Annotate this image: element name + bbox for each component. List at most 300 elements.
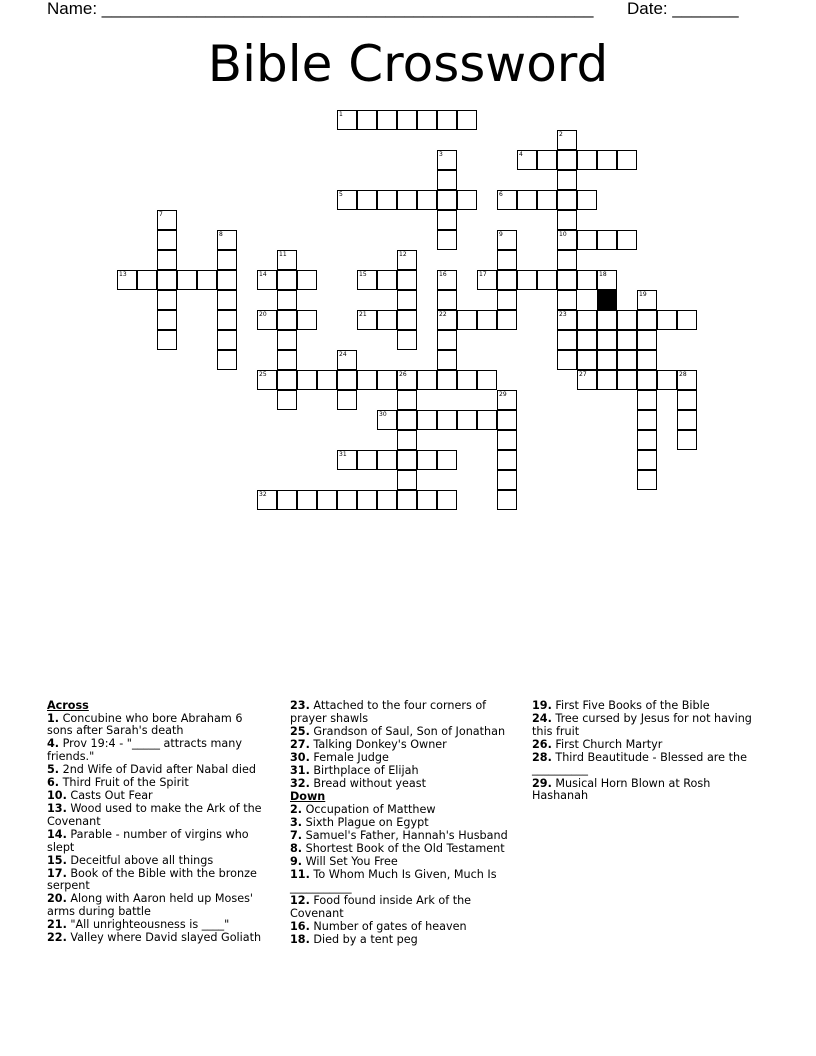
clue-number: 11	[279, 251, 287, 258]
crossword-cell[interactable]	[137, 270, 157, 290]
crossword-cell[interactable]	[497, 230, 517, 250]
crossword-cell[interactable]	[337, 450, 357, 470]
crossword-cell[interactable]	[357, 490, 377, 510]
crossword-cell[interactable]	[557, 330, 577, 350]
clue-item-text: Tree cursed by Jesus for not having this fruit	[532, 712, 752, 738]
clue-number: 32	[259, 491, 267, 498]
crossword-cell[interactable]	[537, 190, 557, 210]
crossword-cell[interactable]	[357, 310, 377, 330]
clue-item-number: 19.	[532, 699, 552, 712]
crossword-cell[interactable]	[317, 370, 337, 390]
crossword-cell[interactable]	[617, 230, 637, 250]
crossword-cell[interactable]	[677, 370, 697, 390]
crossword-cell[interactable]	[617, 150, 637, 170]
crossword-cell[interactable]	[497, 470, 517, 490]
crossword-cell[interactable]	[437, 410, 457, 430]
crossword-cell[interactable]	[677, 410, 697, 430]
clue-item	[290, 700, 515, 725]
crossword-cell[interactable]	[617, 370, 637, 390]
clue-item-text: Third Fruit of the Spirit	[59, 776, 189, 790]
clue-item	[47, 738, 269, 763]
clue-item	[47, 893, 269, 918]
clue-item-text: Shortest Book of the Old Testament	[302, 842, 505, 856]
clue-number: 4	[519, 151, 523, 158]
clue-item-number: 4.	[47, 737, 60, 751]
clue-number: 14	[259, 271, 267, 278]
crossword-cell[interactable]	[417, 490, 437, 510]
clue-item	[47, 829, 269, 854]
clue-item-text: Casts Out Fear	[66, 789, 153, 803]
clue-item-number: 22.	[47, 931, 67, 945]
crossword-cell[interactable]	[337, 490, 357, 510]
crossword-cell[interactable]	[617, 350, 637, 370]
crossword-cell[interactable]	[117, 270, 137, 290]
crossword-cell[interactable]	[597, 350, 617, 370]
crossword-cell[interactable]	[497, 310, 517, 330]
clue-item-text: Book of the Bible with the bronze serpent	[47, 866, 257, 893]
crossword-cell[interactable]	[377, 110, 397, 130]
crossword-cell[interactable]	[297, 270, 317, 290]
crossword-cell[interactable]	[437, 210, 457, 230]
clue-item	[532, 739, 764, 752]
crossword-cell[interactable]	[397, 390, 417, 410]
clue-number: 20	[259, 311, 267, 318]
crossword-cell[interactable]	[157, 330, 177, 350]
clue-number: 7	[159, 211, 163, 218]
crossword-cell[interactable]	[577, 350, 597, 370]
clue-item-text: Attached to the four corners of prayer shawls	[290, 699, 487, 725]
crossword-cell[interactable]	[337, 190, 357, 210]
clue-item-number: 6.	[47, 776, 60, 790]
clue-item-number: 23.	[290, 699, 310, 712]
crossword-cell[interactable]	[557, 210, 577, 230]
crossword-cell[interactable]	[217, 310, 237, 330]
crossword-cell[interactable]	[557, 350, 577, 370]
crossword-cell[interactable]	[437, 290, 457, 310]
clue-number: 3	[439, 151, 443, 158]
clue-item-number: 32.	[290, 777, 310, 791]
crossword-cell[interactable]	[197, 270, 217, 290]
clue-item-text: Died by a tent peg	[309, 932, 418, 946]
crossword-cell[interactable]	[557, 150, 577, 170]
down-heading: Down	[290, 790, 326, 804]
clue-item	[290, 765, 515, 778]
clue-item	[47, 803, 269, 828]
crossword-cell[interactable]	[377, 190, 397, 210]
crossword-cell[interactable]	[357, 190, 377, 210]
clue-number: 19	[639, 291, 647, 298]
crossword-cell[interactable]	[577, 310, 597, 330]
clue-item	[532, 778, 764, 803]
clue-number: 9	[499, 231, 503, 238]
clue-item-number: 11.	[290, 868, 310, 882]
crossword-cell[interactable]	[497, 270, 517, 290]
crossword-cell[interactable]	[477, 310, 497, 330]
clue-number: 13	[119, 271, 127, 278]
clue-item	[47, 932, 269, 945]
clue-item-number: 20.	[47, 892, 67, 906]
clue-item-text: Concubine who bore Abraham 6 sons after Sarah's death	[47, 711, 243, 738]
clues-column-3	[532, 700, 764, 803]
crossword-cell[interactable]	[457, 110, 477, 130]
clue-item-number: 31.	[290, 763, 310, 777]
crossword-cell[interactable]	[297, 490, 317, 510]
crossword-cell[interactable]	[217, 330, 237, 350]
clue-item-text: Deceitful above all things	[66, 853, 214, 867]
crossword-cell[interactable]	[437, 490, 457, 510]
crossword-cell[interactable]	[677, 430, 697, 450]
crossword-cell[interactable]	[437, 330, 457, 350]
crossword-cell[interactable]	[377, 490, 397, 510]
crossword-cell[interactable]	[157, 230, 177, 250]
crossword-cell[interactable]	[597, 150, 617, 170]
crossword-cell[interactable]	[277, 250, 297, 270]
clue-number: 24	[339, 351, 347, 358]
crossword-cell[interactable]	[357, 270, 377, 290]
clue-item-number: 12.	[290, 893, 310, 907]
clue-item-text: Samuel's Father, Hannah's Husband	[302, 828, 508, 842]
clue-item-number: 1.	[47, 711, 60, 725]
clue-number: 31	[339, 451, 347, 458]
crossword-cell[interactable]	[537, 150, 557, 170]
clue-item-number: 25.	[290, 724, 310, 738]
crossword-cell[interactable]	[397, 330, 417, 350]
crossword-cell[interactable]	[637, 450, 657, 470]
crossword-cell[interactable]	[497, 290, 517, 310]
crossword-cell[interactable]	[357, 450, 377, 470]
crossword-cell[interactable]	[397, 430, 417, 450]
clue-number: 16	[439, 271, 447, 278]
clue-item	[290, 843, 515, 856]
crossword-cell[interactable]	[337, 110, 357, 130]
crossword-cell[interactable]	[437, 310, 457, 330]
crossword-cell[interactable]	[337, 350, 357, 370]
clue-number: 26	[399, 371, 407, 378]
clue-number: 28	[679, 371, 687, 378]
crossword-cell[interactable]	[577, 230, 597, 250]
crossword-cell[interactable]	[577, 370, 597, 390]
clue-item-text: Female Judge	[309, 750, 389, 764]
clue-number: 30	[379, 411, 387, 418]
crossword-cell[interactable]	[577, 270, 597, 290]
crossword-cell[interactable]	[637, 290, 657, 310]
crossword-cell[interactable]	[637, 430, 657, 450]
crossword-cell[interactable]	[397, 490, 417, 510]
crossword-cell[interactable]	[497, 430, 517, 450]
crossword-cell[interactable]	[597, 270, 617, 290]
crossword-cell[interactable]	[557, 250, 577, 270]
crossword-cell[interactable]	[657, 310, 677, 330]
crossword-cell[interactable]	[217, 250, 237, 270]
crossword-cell[interactable]	[277, 330, 297, 350]
clue-item	[290, 830, 515, 843]
clue-item-number: 10.	[47, 789, 67, 803]
crossword-cell[interactable]	[417, 410, 437, 430]
crossword-cell[interactable]	[417, 370, 437, 390]
crossword-cell[interactable]	[497, 410, 517, 430]
clue-number: 23	[559, 311, 567, 318]
clue-item-number: 9.	[290, 855, 303, 869]
crossword-cell[interactable]	[457, 410, 477, 430]
clue-number: 12	[399, 251, 407, 258]
clue-item	[47, 790, 269, 803]
clue-item-number: 28.	[532, 750, 552, 764]
clue-item	[290, 921, 515, 934]
clue-item-number: 17.	[47, 866, 67, 880]
crossword-cell[interactable]	[397, 310, 417, 330]
clue-item-number: 26.	[532, 737, 552, 751]
crossword-cell[interactable]	[437, 270, 457, 290]
crossword-cell[interactable]	[277, 290, 297, 310]
crossword-cell[interactable]	[257, 490, 277, 510]
clue-item-text: First Church Martyr	[551, 737, 663, 751]
clue-number: 6	[499, 191, 503, 198]
clue-number: 10	[559, 231, 567, 238]
crossword-cell[interactable]	[397, 290, 417, 310]
crossword-cell[interactable]	[637, 370, 657, 390]
clue-item	[47, 919, 269, 932]
crossword-cell[interactable]	[157, 310, 177, 330]
clue-item-text: Valley where David slayed Goliath	[66, 931, 262, 945]
crossword-cell[interactable]	[497, 190, 517, 210]
clue-number: 27	[579, 371, 587, 378]
clue-item-number: 21.	[47, 918, 67, 932]
clue-item-number: 2.	[290, 802, 303, 816]
crossword-cell[interactable]	[437, 450, 457, 470]
crossword-cell[interactable]	[597, 310, 617, 330]
clue-item	[47, 713, 269, 738]
clue-item	[47, 764, 269, 777]
crossword-cell[interactable]	[457, 190, 477, 210]
crossword-cell[interactable]	[477, 410, 497, 430]
clue-item	[290, 895, 515, 920]
crossword-cell[interactable]	[457, 310, 477, 330]
crossword-cell[interactable]	[497, 250, 517, 270]
clue-item	[532, 752, 764, 777]
clue-number: 17	[479, 271, 487, 278]
crossword-cell[interactable]	[377, 310, 397, 330]
clue-item	[290, 804, 515, 817]
crossword-cell[interactable]	[557, 270, 577, 290]
crossword-cell[interactable]	[637, 310, 657, 330]
clue-item	[290, 934, 515, 947]
crossword-cell[interactable]	[557, 290, 577, 310]
crossword-cell[interactable]	[257, 270, 277, 290]
crossword-cell[interactable]	[437, 230, 457, 250]
clue-item-text: To Whom Much Is Given, Much Is ___________	[290, 868, 497, 894]
crossword-black-cell	[597, 290, 617, 310]
clue-item-text: First Five Books of the Bible	[551, 699, 710, 712]
crossword-cell[interactable]	[477, 370, 497, 390]
crossword-cell[interactable]	[397, 270, 417, 290]
clue-item-number: 29.	[532, 776, 552, 790]
clue-item-number: 15.	[47, 853, 67, 867]
crossword-cell[interactable]	[637, 410, 657, 430]
across-heading: Across	[47, 699, 89, 712]
clue-number: 25	[259, 371, 267, 378]
crossword-cell[interactable]	[517, 150, 537, 170]
crossword-cell[interactable]	[637, 390, 657, 410]
crossword-cell[interactable]	[637, 330, 657, 350]
clue-item-number: 16.	[290, 919, 310, 933]
crossword-cell[interactable]	[417, 190, 437, 210]
crossword-cell[interactable]	[677, 390, 697, 410]
crossword-cell[interactable]	[677, 310, 697, 330]
date-field-label[interactable]: Date: _______	[627, 0, 739, 18]
crossword-cell[interactable]	[497, 390, 517, 410]
crossword-cell[interactable]	[397, 450, 417, 470]
crossword-cell[interactable]	[357, 110, 377, 130]
clue-item-text: Bread without yeast	[309, 777, 426, 791]
crossword-cell[interactable]	[217, 230, 237, 250]
crossword-cell[interactable]	[497, 450, 517, 470]
crossword-cell[interactable]	[497, 490, 517, 510]
clue-item	[47, 855, 269, 868]
clue-item-text: Prov 19:4 - "_____ attracts many friends."	[47, 737, 242, 763]
crossword-cell[interactable]	[157, 290, 177, 310]
crossword-cell[interactable]	[277, 370, 297, 390]
clue-item	[290, 778, 515, 791]
clue-item-text: Along with Aaron held up Moses' arms during battle	[47, 892, 253, 918]
clue-item-text: Birthplace of Elijah	[309, 763, 419, 777]
crossword-cell[interactable]	[157, 270, 177, 290]
clue-item	[532, 700, 764, 713]
crossword-cell[interactable]	[457, 370, 477, 390]
crossword-cell[interactable]	[157, 210, 177, 230]
crossword-cell[interactable]	[597, 370, 617, 390]
crossword-cell[interactable]	[337, 390, 357, 410]
name-field-label[interactable]: Name: ____________________________________________________	[47, 0, 594, 18]
clue-number: 21	[359, 311, 367, 318]
crossword-cell[interactable]	[317, 490, 337, 510]
crossword-cell[interactable]	[577, 150, 597, 170]
crossword-cell[interactable]	[437, 190, 457, 210]
crossword-cell[interactable]	[557, 230, 577, 250]
crossword-cell[interactable]	[397, 250, 417, 270]
clue-number: 22	[439, 311, 447, 318]
crossword-cell[interactable]	[397, 470, 417, 490]
crossword-cell[interactable]	[177, 270, 197, 290]
crossword-cell[interactable]	[257, 310, 277, 330]
clue-item-number: 14.	[47, 827, 67, 841]
clue-item	[47, 868, 269, 893]
crossword-cell[interactable]	[437, 370, 457, 390]
clue-number: 18	[599, 271, 607, 278]
clue-item-number: 8.	[290, 842, 303, 856]
crossword-cell[interactable]	[537, 270, 557, 290]
clue-item-text: Wood used to make the Ark of the Covenant	[47, 802, 262, 828]
crossword-cell[interactable]	[277, 390, 297, 410]
clue-item-text: Sixth Plague on Egypt	[302, 815, 429, 829]
crossword-cell[interactable]	[437, 150, 457, 170]
clues-column-2	[290, 700, 515, 947]
page-title: Bible Crossword	[207, 35, 609, 93]
crossword-cell[interactable]	[557, 170, 577, 190]
clue-item-text: Occupation of Matthew	[302, 802, 436, 816]
crossword-cell[interactable]	[277, 350, 297, 370]
crossword-cell[interactable]	[297, 310, 317, 330]
clue-number: 15	[359, 271, 367, 278]
crossword-cell[interactable]	[277, 490, 297, 510]
clue-item	[290, 752, 515, 765]
crossword-cell[interactable]	[377, 270, 397, 290]
crossword-cell[interactable]	[377, 370, 397, 390]
crossword-cell[interactable]	[557, 310, 577, 330]
crossword-cell[interactable]	[437, 110, 457, 130]
crossword-cell[interactable]	[377, 410, 397, 430]
crossword-cell[interactable]	[617, 330, 637, 350]
crossword-cell[interactable]	[657, 370, 677, 390]
clue-item-text: Musical Horn Blown at Rosh Hashanah	[532, 776, 711, 803]
crossword-cell[interactable]	[517, 190, 537, 210]
clue-item-text: Talking Donkey's Owner	[309, 737, 447, 751]
clue-number: 29	[499, 391, 507, 398]
clue-item-text: Third Beautitude - Blessed are the __________	[532, 750, 747, 777]
clue-number: 8	[219, 231, 223, 238]
clue-item-text: Number of gates of heaven	[309, 919, 467, 933]
crossword-cell[interactable]	[157, 250, 177, 270]
clue-item	[532, 713, 764, 738]
crossword-cell[interactable]	[397, 370, 417, 390]
clue-item-text: "All unrighteousness is ____"	[66, 918, 230, 932]
crossword-cell[interactable]	[377, 450, 397, 470]
crossword-cell[interactable]	[217, 350, 237, 370]
crossword-cell[interactable]	[397, 410, 417, 430]
crossword-cell[interactable]	[477, 270, 497, 290]
crossword-cell[interactable]	[557, 130, 577, 150]
clue-item-number: 30.	[290, 750, 310, 764]
clues-column-1	[47, 700, 269, 945]
clue-number: 2	[559, 131, 563, 138]
clue-item-number: 5.	[47, 762, 60, 776]
clue-item-text: Will Set You Free	[302, 855, 398, 869]
crossword-cell[interactable]	[357, 370, 377, 390]
crossword-cell[interactable]	[597, 230, 617, 250]
crossword-cell[interactable]	[637, 470, 657, 490]
crossword-cell[interactable]	[577, 190, 597, 210]
crossword-cell[interactable]	[337, 370, 357, 390]
crossword-cell[interactable]	[397, 190, 417, 210]
crossword-cell[interactable]	[277, 270, 297, 290]
clue-item	[290, 739, 515, 752]
crossword-cell[interactable]	[417, 450, 437, 470]
clue-item	[290, 869, 515, 894]
crossword-cell[interactable]	[217, 270, 237, 290]
crossword-cell[interactable]	[397, 110, 417, 130]
clue-item-text: Parable - number of virgins who slept	[47, 827, 249, 854]
crossword-cell[interactable]	[217, 290, 237, 310]
crossword-cell[interactable]	[577, 330, 597, 350]
crossword-cell[interactable]	[417, 110, 437, 130]
crossword-cell[interactable]	[617, 310, 637, 330]
clue-item-number: 24.	[532, 712, 552, 726]
clue-item-number: 27.	[290, 737, 310, 751]
clue-item-text: Food found inside Ark of the Covenant	[290, 893, 472, 920]
clue-item-number: 7.	[290, 828, 303, 842]
crossword-cell[interactable]	[557, 190, 577, 210]
clue-item-text: Grandson of Saul, Son of Jonathan	[309, 724, 506, 738]
crossword-cell[interactable]	[297, 370, 317, 390]
crossword-cell[interactable]	[437, 350, 457, 370]
crossword-cell[interactable]	[597, 330, 617, 350]
crossword-cell[interactable]	[517, 270, 537, 290]
clue-item-number: 13.	[47, 802, 67, 816]
crossword-cell[interactable]	[277, 310, 297, 330]
clue-item	[290, 817, 515, 830]
crossword-cell[interactable]	[257, 370, 277, 390]
crossword-cell[interactable]	[437, 170, 457, 190]
crossword-cell[interactable]	[637, 350, 657, 370]
